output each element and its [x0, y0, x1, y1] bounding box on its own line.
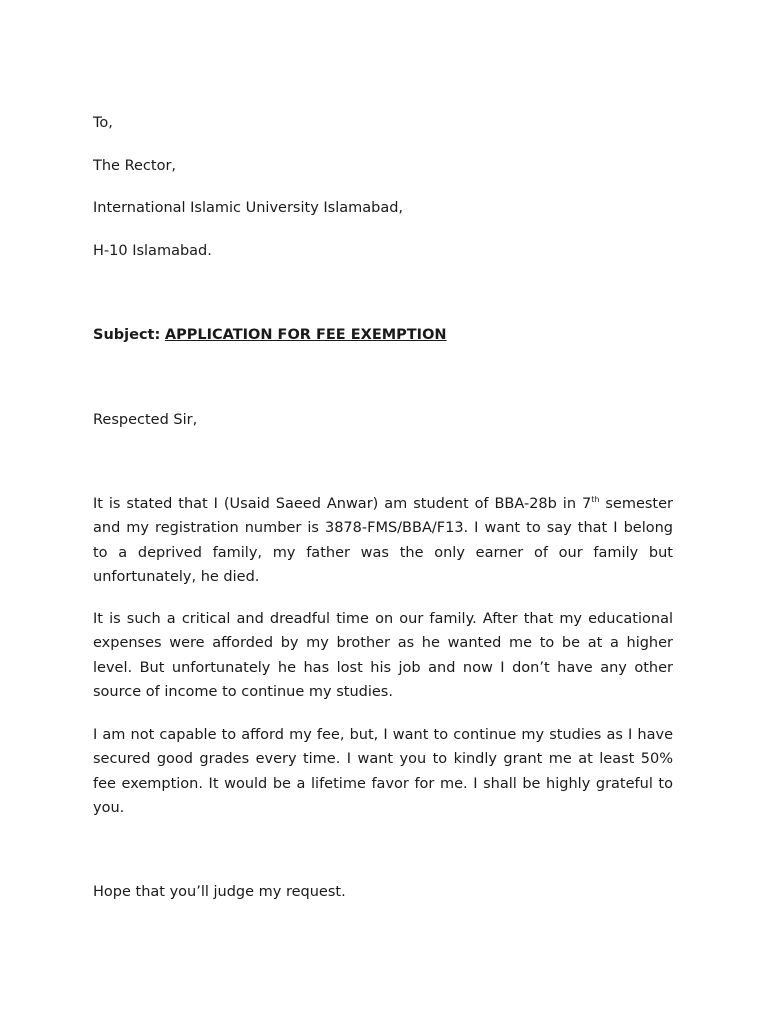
paragraph-2 — [93, 607, 673, 704]
paragraph-1-superscript: th — [591, 495, 600, 504]
address-to: To, — [93, 115, 113, 131]
address-recipient: The Rector, — [93, 158, 177, 174]
paragraph-3-text: I am not capable to afford my fee, but, I want to continue my studies as I have secured good grades every time. I want you to kindly grant me at least 50% fee exemption. It would be a lifetime favor for me. I shall be highly grateful to you. — [93, 727, 673, 816]
paragraph-3 — [93, 723, 673, 820]
paragraph-1 — [93, 492, 673, 589]
closing-line: Hope that you’ll judge my request. — [93, 884, 346, 900]
greeting: Respected Sir, — [93, 412, 198, 428]
address-location: H-10 Islamabad. — [93, 243, 212, 259]
paragraph-1-part2: semester and my registration number is 3878-FMS/BBA/F13. I want to say that I belong to a deprived family, my father was the only earner of our family but unfortunately, he died. — [93, 496, 673, 585]
subject-text: APPLICATION FOR FEE EXEMPTION — [164, 327, 447, 343]
subject-label: Subject: — [93, 327, 161, 343]
subject-line — [93, 325, 447, 345]
paragraph-1-part1: It is stated that I (Usaid Saeed Anwar) am student of BBA-28b in 7 — [93, 496, 592, 512]
paragraph-2-text: It is such a critical and dreadful time on our family. After that my educational expenses were afforded by my brother as he wanted me to be at a higher level. But unfortunately he has lost his job and now I don’t have any other source of income to continue my studies. — [93, 611, 673, 700]
address-institution: International Islamic University Islamabad, — [93, 200, 404, 216]
